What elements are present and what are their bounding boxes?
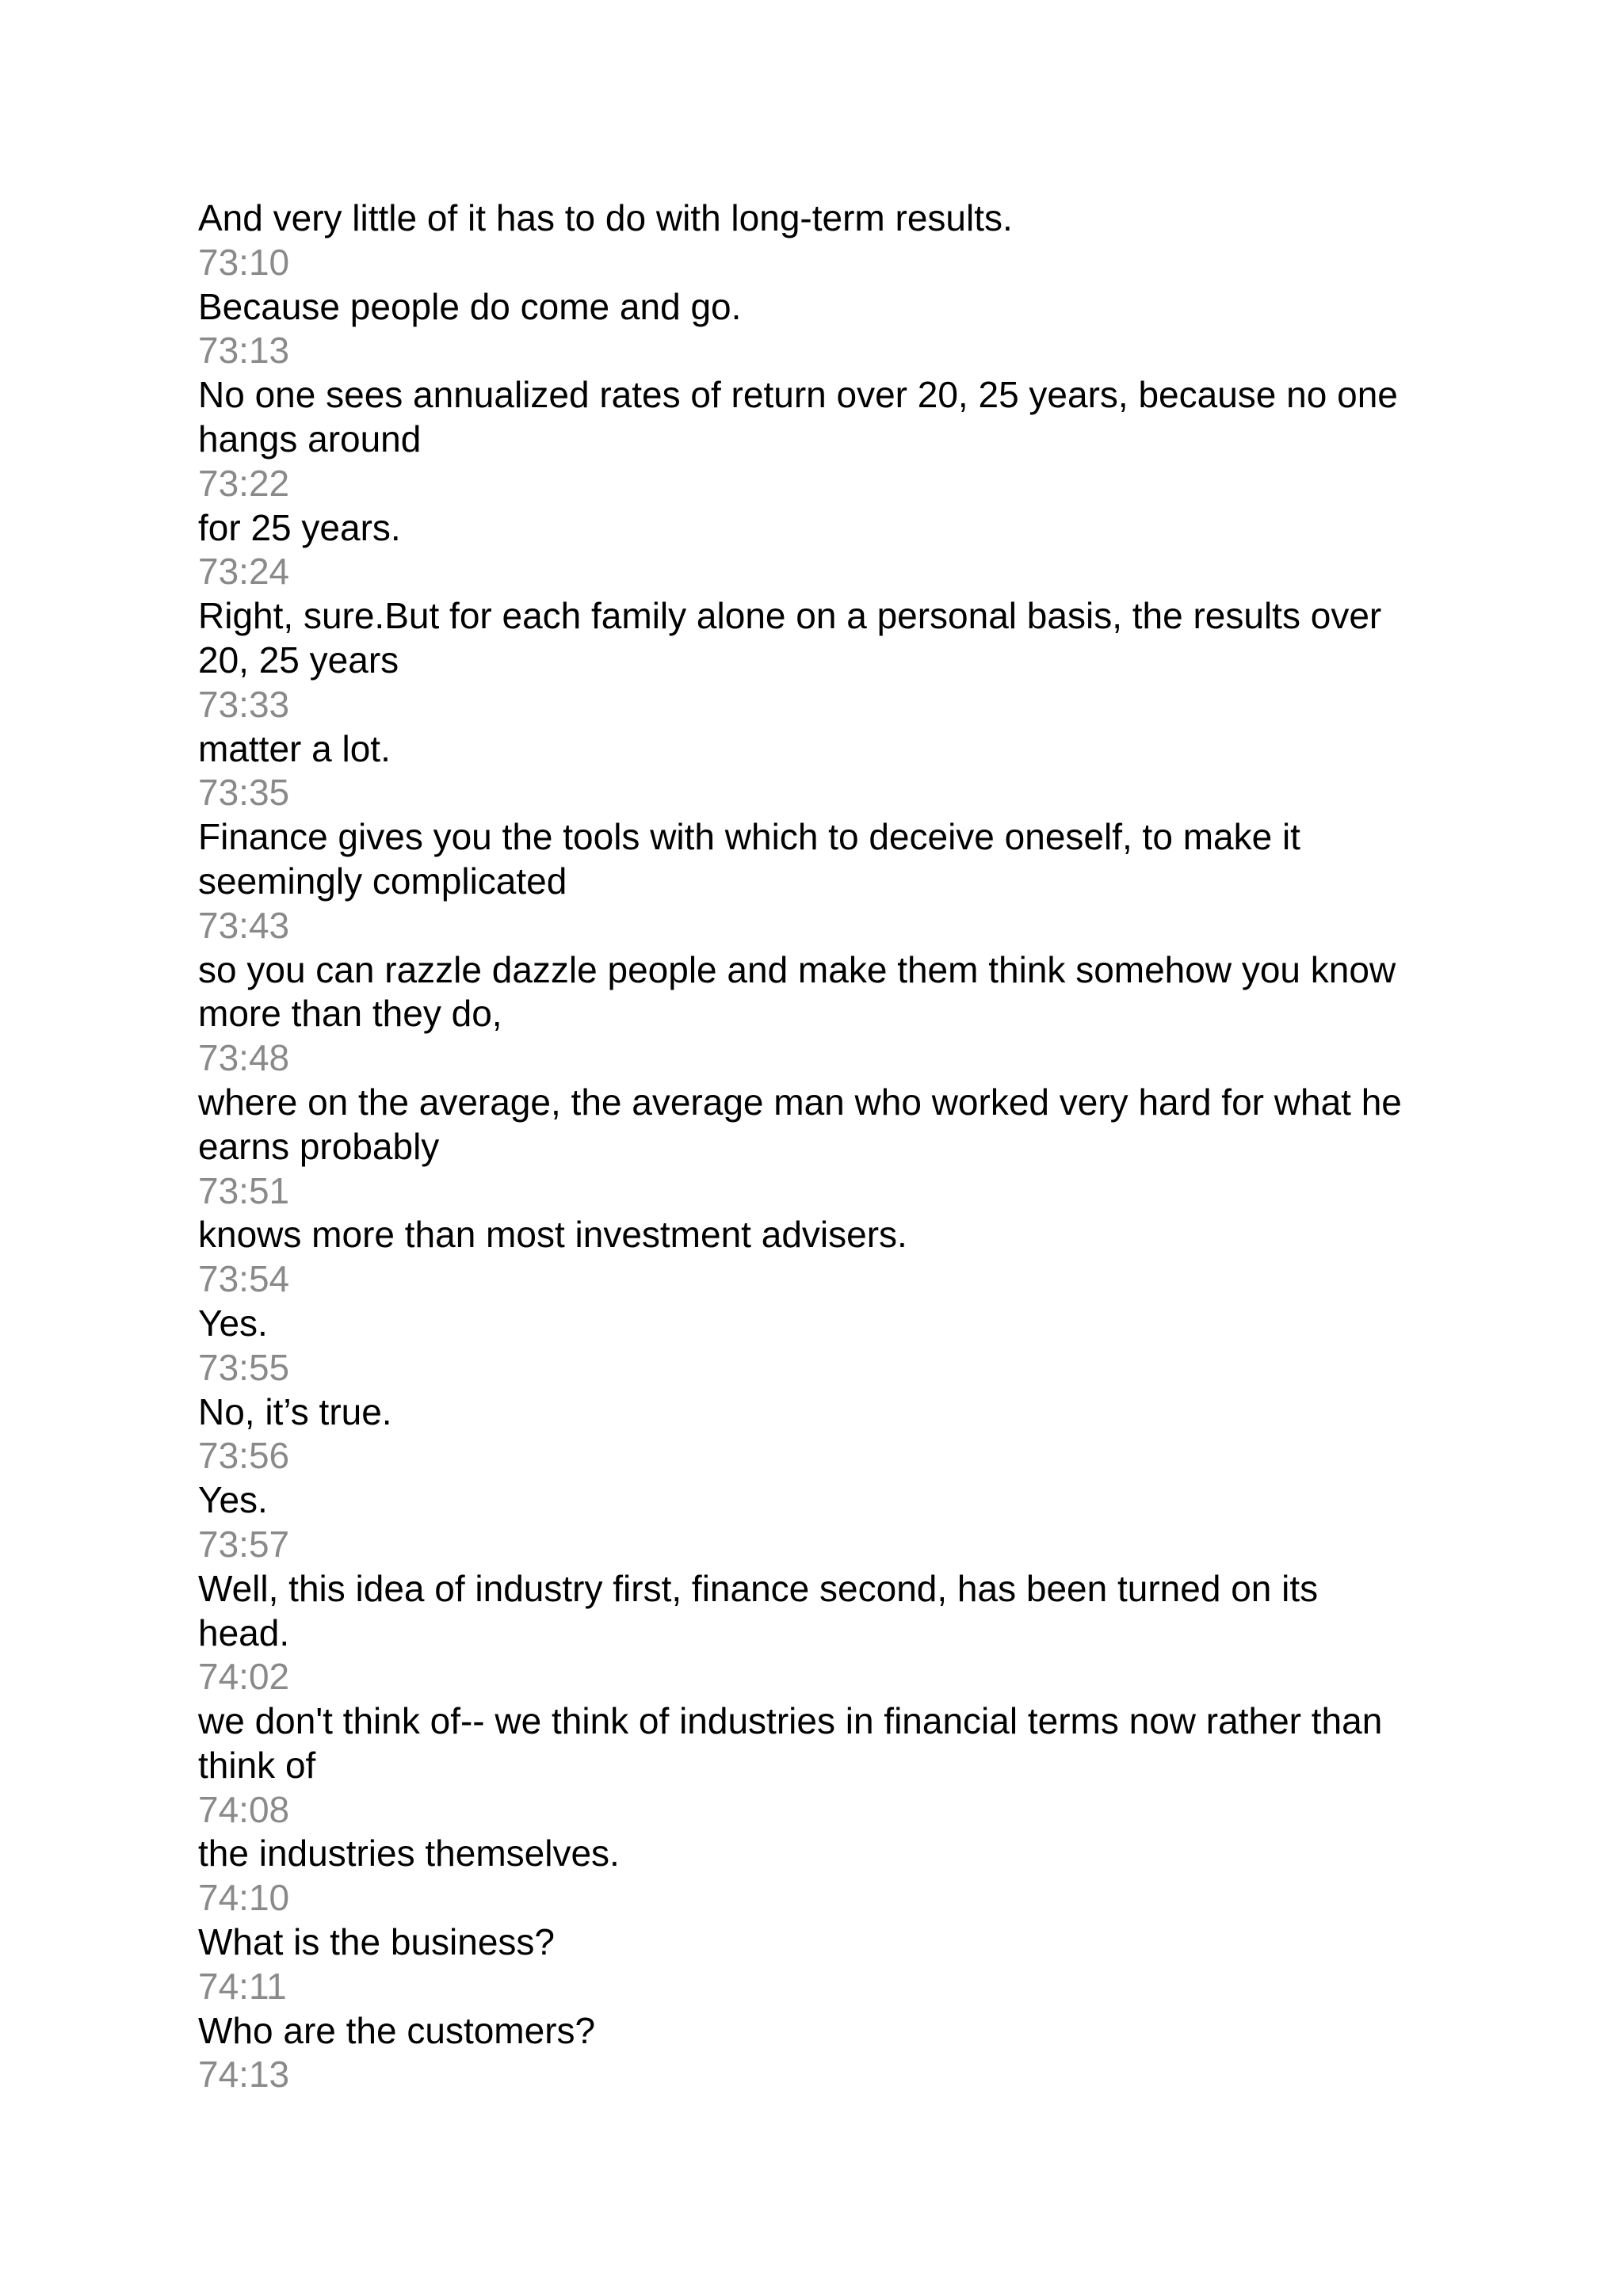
transcript-entry xyxy=(198,948,1434,1081)
transcript-page xyxy=(198,196,1434,2097)
timestamp: 73:33 xyxy=(198,683,290,725)
timestamp: 74:02 xyxy=(198,1656,290,1698)
timestamp: 73:43 xyxy=(198,904,290,946)
transcript-line: And very little of it has to do with long-term results. xyxy=(198,197,1013,238)
transcript-entry xyxy=(198,1081,1434,1213)
transcript-line: Who are the customers? xyxy=(198,2009,596,2051)
transcript-entry xyxy=(198,1699,1434,1832)
transcript-line: Yes. xyxy=(198,1479,268,1521)
transcript-line: where on the average, the average man who worked very hard for what he earns probably xyxy=(198,1081,1402,1167)
transcript-line: so you can razzle dazzle people and make them think somehow you know more than they do, xyxy=(198,948,1396,1035)
transcript-entry xyxy=(198,815,1434,948)
transcript-line: knows more than most investment advisers. xyxy=(198,1214,907,1256)
transcript-line: for 25 years. xyxy=(198,506,401,548)
transcript-line: Well, this idea of industry first, finance second, has been turned on its head. xyxy=(198,1567,1319,1653)
timestamp: 74:13 xyxy=(198,2054,290,2096)
timestamp: 74:10 xyxy=(198,1877,290,1919)
transcript-line: Because people do come and go. xyxy=(198,285,742,327)
timestamp: 73:22 xyxy=(198,462,290,504)
transcript-line: we don't think of-- we think of industries in financial terms now rather than think of xyxy=(198,1700,1383,1786)
transcript-line: Finance gives you the tools with which to deceive oneself, to make it seemingly complicated xyxy=(198,816,1300,902)
transcript-entry xyxy=(198,594,1434,727)
transcript-line: matter a lot. xyxy=(198,727,391,769)
transcript-entry xyxy=(198,1213,1434,1302)
timestamp: 73:24 xyxy=(198,551,290,593)
timestamp: 74:11 xyxy=(198,1965,287,2007)
transcript-entry xyxy=(198,1478,1434,1567)
transcript-line: No one sees annualized rates of return over 20, 25 years, because no one hangs around xyxy=(198,374,1398,460)
transcript-entry xyxy=(198,1302,1434,1390)
timestamp: 73:54 xyxy=(198,1258,290,1300)
timestamp: 73:55 xyxy=(198,1346,290,1388)
transcript-line: Yes. xyxy=(198,1302,268,1344)
transcript-entry xyxy=(198,1832,1434,1920)
timestamp: 74:08 xyxy=(198,1788,290,1830)
transcript-entry xyxy=(198,196,1434,285)
timestamp: 73:48 xyxy=(198,1037,290,1079)
transcript-entry xyxy=(198,1390,1434,1479)
timestamp: 73:51 xyxy=(198,1169,290,1211)
timestamp: 73:35 xyxy=(198,772,290,814)
transcript-entry xyxy=(198,1567,1434,1699)
timestamp: 73:10 xyxy=(198,241,290,283)
transcript-line: No, it’s true. xyxy=(198,1390,392,1432)
transcript-line: What is the business? xyxy=(198,1921,556,1963)
transcript-line: the industries themselves. xyxy=(198,1833,620,1875)
transcript-entry xyxy=(198,506,1434,595)
transcript-entry xyxy=(198,2009,1434,2098)
transcript-entry xyxy=(198,285,1434,374)
transcript-entry xyxy=(198,727,1434,816)
timestamp: 73:13 xyxy=(198,330,290,372)
transcript-entry xyxy=(198,373,1434,505)
transcript-entry xyxy=(198,1920,1434,2009)
timestamp: 73:56 xyxy=(198,1435,290,1477)
timestamp: 73:57 xyxy=(198,1523,290,1565)
transcript-line: Right, sure.But for each family alone on a personal basis, the results over 20, 25 years xyxy=(198,595,1382,681)
